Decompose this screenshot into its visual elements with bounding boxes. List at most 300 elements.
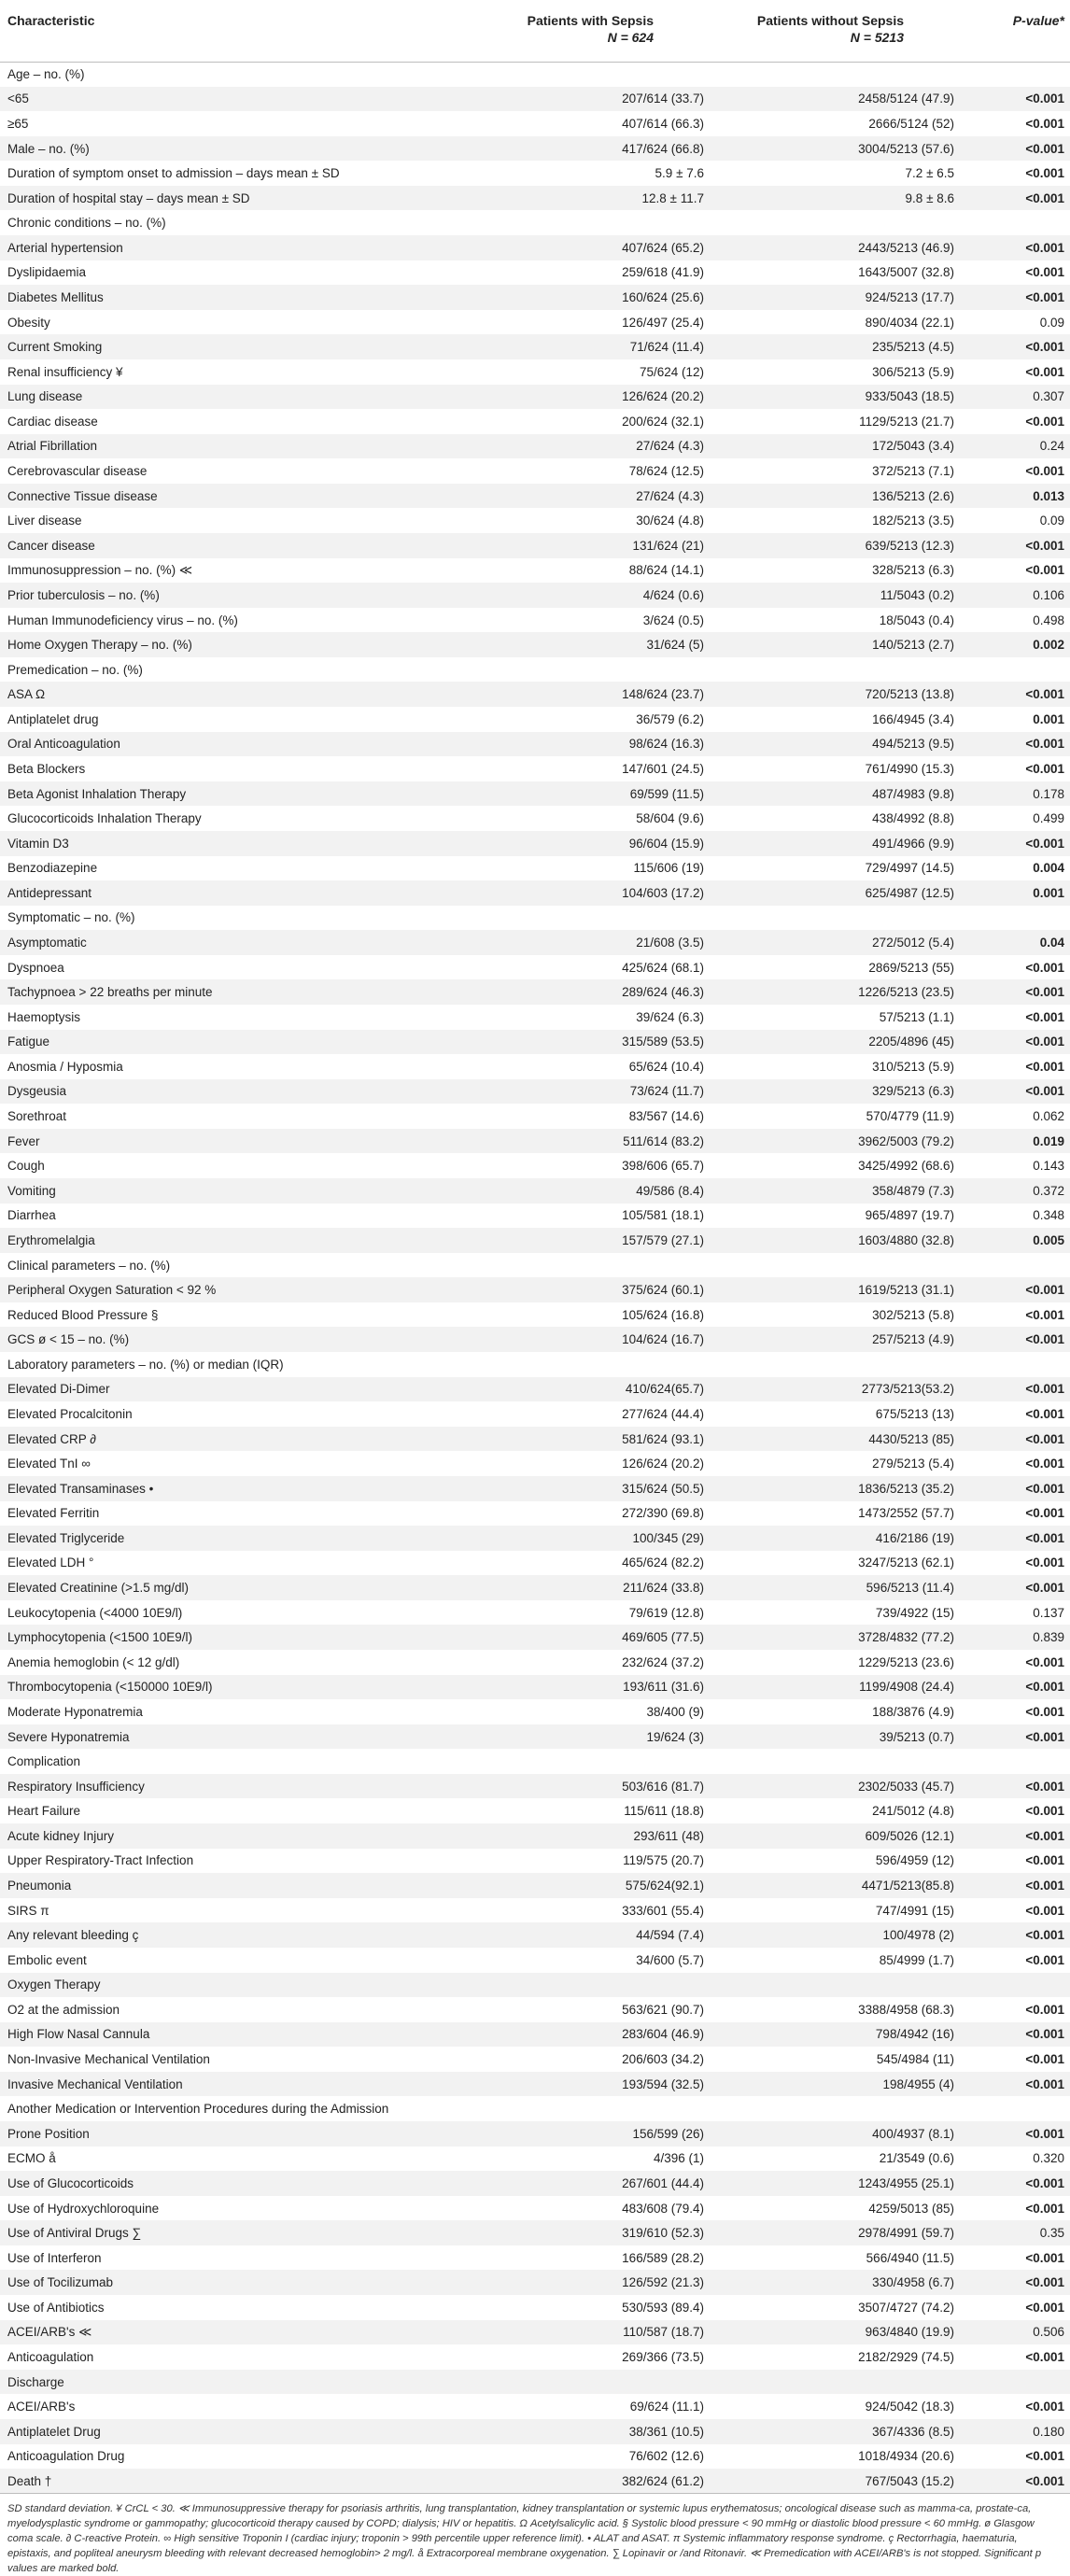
- row-nosepsis-value: 2978/4991 (59.7): [858, 2226, 954, 2241]
- row-pvalue: 0.019: [1033, 1133, 1064, 1148]
- table-row: [0, 533, 1070, 558]
- row-sepsis-value: 157/579 (27.1): [622, 1232, 704, 1247]
- row-sepsis-value: 581/624 (93.1): [622, 1431, 704, 1446]
- row-pvalue: 0.09: [1039, 315, 1064, 330]
- row-pvalue: <0.001: [1025, 2201, 1064, 2216]
- row-pvalue: <0.001: [1025, 116, 1064, 131]
- row-characteristic: Pneumonia: [7, 1878, 72, 1893]
- row-nosepsis-value: 306/5213 (5.9): [872, 364, 954, 379]
- row-nosepsis-value: 890/4034 (22.1): [865, 315, 954, 330]
- row-pvalue: <0.001: [1025, 2449, 1064, 2464]
- row-nosepsis-value: 1243/4955 (25.1): [858, 2175, 954, 2190]
- row-pvalue: <0.001: [1025, 1654, 1064, 1669]
- row-sepsis-value: 65/624 (10.4): [628, 1059, 704, 1074]
- row-characteristic: Use of Tocilizumab: [7, 2275, 114, 2290]
- row-sepsis-value: 211/624 (33.8): [623, 1581, 704, 1596]
- table-row: [0, 2370, 1070, 2395]
- row-pvalue: 0.839: [1033, 1630, 1064, 1645]
- row-nosepsis-value: [710, 1749, 960, 1774]
- row-nosepsis-value: 166/4945 (3.4): [872, 711, 954, 726]
- row-nosepsis-value: 3728/4832 (77.2): [858, 1630, 954, 1645]
- row-characteristic: Age – no. (%): [7, 67, 85, 82]
- row-nosepsis-value: 328/5213 (6.3): [872, 563, 954, 578]
- row-characteristic: Antidepressant: [7, 885, 92, 900]
- table-row: [0, 260, 1070, 286]
- row-characteristic: O2 at the admission: [7, 2002, 120, 2017]
- table-row: [0, 756, 1070, 781]
- row-pvalue: <0.001: [1025, 737, 1064, 752]
- row-nosepsis-value: 279/5213 (5.4): [872, 1457, 954, 1471]
- row-characteristic: Asymptomatic: [7, 936, 87, 950]
- table-row: [0, 310, 1070, 335]
- row-characteristic: Thrombocytopenia (<150000 10E9/l): [7, 1680, 213, 1695]
- row-characteristic: Elevated Ferritin: [7, 1506, 100, 1521]
- row-nosepsis-value: 21/3549 (0.6): [879, 2151, 954, 2166]
- row-sepsis-value: 115/606 (19): [633, 861, 704, 876]
- row-nosepsis-value: 747/4991 (15): [875, 1903, 954, 1918]
- row-pvalue: <0.001: [1025, 538, 1064, 553]
- header-nosepsis-n: N = 5213: [850, 30, 904, 45]
- row-sepsis-value: 319/610 (52.3): [622, 2226, 704, 2241]
- row-nosepsis-value: [710, 62, 960, 87]
- row-sepsis-value: 49/586 (8.4): [636, 1183, 704, 1198]
- row-pvalue: <0.001: [1025, 364, 1064, 379]
- row-pvalue: <0.001: [1025, 563, 1064, 578]
- row-sepsis-value: 469/605 (77.5): [622, 1630, 704, 1645]
- row-sepsis-value: 19/624 (3): [646, 1729, 704, 1744]
- row-characteristic: Renal insufficiency ¥: [7, 364, 123, 379]
- row-nosepsis-value: [710, 906, 960, 931]
- row-sepsis-value: 105/581 (18.1): [622, 1208, 704, 1223]
- table-row: [0, 458, 1070, 484]
- row-characteristic: Moderate Hyponatremia: [7, 1704, 143, 1719]
- table-row: [0, 1699, 1070, 1724]
- row-sepsis-value: 27/624 (4.3): [636, 439, 704, 454]
- row-characteristic: Antiplatelet Drug: [7, 2424, 101, 2439]
- row-nosepsis-value: 566/4940 (11.5): [866, 2250, 954, 2265]
- row-pvalue: <0.001: [1025, 2027, 1064, 2042]
- table-row: [0, 906, 1070, 931]
- table-row: [0, 111, 1070, 136]
- row-sepsis-value: 27/624 (4.3): [636, 488, 704, 503]
- table-row: [0, 1922, 1070, 1948]
- table-row: [0, 2171, 1070, 2196]
- row-characteristic: Severe Hyponatremia: [7, 1729, 130, 1744]
- table-row: [0, 880, 1070, 906]
- row-sepsis-value: 119/575 (20.7): [623, 1853, 704, 1868]
- table-row: [0, 930, 1070, 955]
- row-characteristic: Cardiac disease: [7, 414, 98, 429]
- table-row: [0, 1749, 1070, 1774]
- row-sepsis-value: 232/624 (37.2): [622, 1654, 704, 1669]
- table-row: [0, 1352, 1070, 1377]
- row-nosepsis-value: 2302/5033 (45.7): [858, 1779, 954, 1794]
- row-pvalue: [960, 1749, 1070, 1774]
- row-pvalue: 0.506: [1033, 2325, 1064, 2340]
- row-pvalue: <0.001: [1025, 1555, 1064, 1570]
- row-characteristic: Anemia hemoglobin (< 12 g/dl): [7, 1654, 180, 1669]
- row-pvalue: <0.001: [1025, 2349, 1064, 2364]
- row-pvalue: 0.499: [1033, 811, 1064, 826]
- row-characteristic: Connective Tissue disease: [7, 488, 158, 503]
- row-sepsis-value: 575/624(92.1): [625, 1878, 704, 1893]
- table-row: [0, 1600, 1070, 1626]
- header-characteristic: Characteristic: [0, 0, 459, 62]
- row-characteristic: Clinical parameters – no. (%): [7, 1258, 171, 1273]
- table-row: [0, 1898, 1070, 1923]
- row-nosepsis-value: 372/5213 (7.1): [872, 464, 954, 479]
- row-nosepsis-value: 2773/5213(53.2): [861, 1382, 954, 1397]
- row-characteristic: Use of Interferon: [7, 2250, 102, 2265]
- row-pvalue: <0.001: [1025, 1729, 1064, 1744]
- row-characteristic: Elevated Transaminases •: [7, 1481, 154, 1496]
- row-sepsis-value: 38/400 (9): [646, 1704, 704, 1719]
- row-pvalue: 0.002: [1033, 638, 1064, 653]
- row-pvalue: 0.001: [1033, 711, 1064, 726]
- table-row: [0, 1501, 1070, 1527]
- row-characteristic: Anticoagulation Drug: [7, 2449, 125, 2464]
- row-pvalue: <0.001: [1025, 2400, 1064, 2414]
- table-row: [0, 1129, 1070, 1154]
- row-pvalue: <0.001: [1025, 2126, 1064, 2141]
- row-pvalue: 0.143: [1033, 1159, 1064, 1174]
- table-row: [0, 334, 1070, 359]
- row-characteristic: Heart Failure: [7, 1804, 81, 1819]
- row-sepsis-value: 315/624 (50.5): [622, 1481, 704, 1496]
- row-sepsis-value: 126/624 (20.2): [622, 389, 704, 404]
- row-nosepsis-value: 85/4999 (1.7): [879, 1952, 954, 1967]
- row-nosepsis-value: 438/4992 (8.8): [872, 811, 954, 826]
- row-nosepsis-value: 18/5043 (0.4): [879, 612, 954, 627]
- row-characteristic: Peripheral Oxygen Saturation < 92 %: [7, 1283, 217, 1298]
- row-nosepsis-value: 675/5213 (13): [875, 1407, 954, 1421]
- row-pvalue: <0.001: [1025, 141, 1064, 156]
- row-nosepsis-value: 494/5213 (9.5): [872, 737, 954, 752]
- row-sepsis-value: 193/611 (31.6): [623, 1680, 704, 1695]
- row-pvalue: [960, 2096, 1070, 2121]
- row-nosepsis-value: 4471/5213(85.8): [861, 1878, 954, 1893]
- row-sepsis-value: [459, 1973, 710, 1998]
- row-characteristic: Diabetes Mellitus: [7, 289, 104, 304]
- row-nosepsis-value: 924/5213 (17.7): [865, 289, 954, 304]
- row-characteristic: ASA Ω: [7, 687, 46, 702]
- row-sepsis-value: 44/594 (7.4): [636, 1928, 704, 1943]
- table-row: [0, 2419, 1070, 2444]
- row-nosepsis-value: 7.2 ± 6.5: [905, 166, 954, 181]
- row-nosepsis-value: 1643/5007 (32.8): [858, 265, 954, 280]
- row-sepsis-value: 417/624 (66.8): [622, 141, 704, 156]
- row-nosepsis-value: 272/5012 (5.4): [872, 936, 954, 950]
- table-row: [0, 781, 1070, 807]
- table-row: [0, 186, 1070, 211]
- table-row: [0, 2295, 1070, 2320]
- row-nosepsis-value: [710, 2096, 960, 2121]
- row-nosepsis-value: 487/4983 (9.8): [872, 786, 954, 801]
- table-row: [0, 1302, 1070, 1328]
- row-characteristic: Beta Blockers: [7, 761, 86, 776]
- row-characteristic: Laboratory parameters – no. (%) or median (IQR): [7, 1357, 284, 1372]
- row-nosepsis-value: 1836/5213 (35.2): [858, 1481, 954, 1496]
- table-row: [0, 1849, 1070, 1874]
- row-pvalue: <0.001: [1025, 2175, 1064, 2190]
- row-nosepsis-value: 2869/5213 (55): [868, 960, 954, 975]
- row-sepsis-value: 503/616 (81.7): [622, 1779, 704, 1794]
- row-characteristic: Fatigue: [7, 1035, 50, 1049]
- row-characteristic: Oxygen Therapy: [7, 1978, 101, 1992]
- row-sepsis-value: 38/361 (10.5): [628, 2424, 704, 2439]
- row-nosepsis-value: 1018/4934 (20.6): [858, 2449, 954, 2464]
- row-nosepsis-value: 257/5213 (4.9): [872, 1332, 954, 1347]
- row-nosepsis-value: 9.8 ± 8.6: [905, 190, 954, 205]
- row-nosepsis-value: 767/5043 (15.2): [710, 2469, 960, 2494]
- table-row: [0, 1178, 1070, 1204]
- row-nosepsis-value: 57/5213 (1.1): [879, 1009, 954, 1024]
- row-characteristic: Symptomatic – no. (%): [7, 910, 135, 925]
- table-row: [0, 707, 1070, 732]
- table-row: [0, 1526, 1070, 1551]
- row-sepsis-value: 511/614 (83.2): [623, 1133, 704, 1148]
- row-pvalue: <0.001: [1025, 1828, 1064, 1843]
- row-pvalue: 0.137: [1033, 1605, 1064, 1620]
- row-sepsis-value: 156/599 (26): [632, 2126, 704, 2141]
- row-characteristic: GCS ø < 15 – no. (%): [7, 1332, 130, 1347]
- row-sepsis-value: 126/497 (25.4): [622, 315, 704, 330]
- header-pvalue: P-value*: [960, 0, 1070, 62]
- row-sepsis-value: 126/624 (20.2): [622, 1457, 704, 1471]
- row-characteristic: Duration of hospital stay – days mean ± SD: [7, 190, 250, 205]
- table-row: [0, 2220, 1070, 2245]
- header-nosepsis-label: Patients without Sepsis: [756, 13, 904, 28]
- row-pvalue: <0.001: [1025, 1704, 1064, 1719]
- row-nosepsis-value: 11/5043 (0.2): [880, 587, 954, 602]
- row-pvalue: [960, 657, 1070, 683]
- row-characteristic: Elevated LDH °: [7, 1555, 94, 1570]
- row-sepsis-value: 100/345 (29): [632, 1530, 704, 1545]
- header-sepsis-label: Patients with Sepsis: [527, 13, 654, 28]
- row-characteristic: High Flow Nasal Cannula: [7, 2027, 150, 2042]
- row-characteristic: Dysgeusia: [7, 1084, 67, 1099]
- row-nosepsis-value: 1603/4880 (32.8): [858, 1232, 954, 1247]
- row-characteristic: ≥65: [7, 116, 29, 131]
- row-pvalue: 0.001: [1033, 885, 1064, 900]
- table-row: [0, 955, 1070, 980]
- row-sepsis-value: 110/587 (18.7): [623, 2325, 704, 2340]
- row-pvalue: <0.001: [1025, 91, 1064, 106]
- row-sepsis-value: 126/592 (21.3): [622, 2275, 704, 2290]
- row-sepsis-value: 104/624 (16.7): [622, 1332, 704, 1347]
- row-sepsis-value: 289/624 (46.3): [622, 985, 704, 1000]
- row-sepsis-value: 407/614 (66.3): [622, 116, 704, 131]
- row-sepsis-value: 34/600 (5.7): [636, 1952, 704, 1967]
- row-nosepsis-value: [710, 657, 960, 683]
- row-pvalue: <0.001: [1025, 2275, 1064, 2290]
- row-characteristic: Elevated Di-Dimer: [7, 1382, 110, 1397]
- row-characteristic: Cough: [7, 1159, 45, 1174]
- table-row: [0, 2320, 1070, 2345]
- row-nosepsis-value: 924/5042 (18.3): [865, 2400, 954, 2414]
- table-row: [0, 856, 1070, 881]
- row-nosepsis-value: 933/5043 (18.5): [865, 389, 954, 404]
- row-pvalue: <0.001: [1025, 1506, 1064, 1521]
- row-pvalue: <0.001: [1025, 1779, 1064, 1794]
- row-characteristic: Acute kidney Injury: [7, 1828, 115, 1843]
- row-pvalue: <0.001: [1025, 240, 1064, 255]
- header-sepsis-n: N = 624: [607, 30, 654, 45]
- row-sepsis-value: 465/624 (82.2): [622, 1555, 704, 1570]
- row-sepsis-value: 79/619 (12.8): [628, 1605, 704, 1620]
- table-row: [0, 1997, 1070, 2022]
- row-pvalue: <0.001: [1025, 1407, 1064, 1421]
- row-characteristic: Elevated Triglyceride: [7, 1530, 125, 1545]
- table-row: [0, 484, 1070, 509]
- row-characteristic: Beta Agonist Inhalation Therapy: [7, 786, 187, 801]
- table-row: [0, 682, 1070, 707]
- row-sepsis-value: 206/603 (34.2): [622, 2052, 704, 2067]
- row-pvalue: [960, 1352, 1070, 1377]
- row-characteristic: Chronic conditions – no. (%): [7, 216, 166, 231]
- row-pvalue: <0.001: [1025, 985, 1064, 1000]
- table-row: [0, 1427, 1070, 1452]
- table-row: [0, 1675, 1070, 1700]
- row-sepsis-value: 200/624 (32.1): [622, 414, 704, 429]
- row-sepsis-value: 131/624 (21): [632, 538, 704, 553]
- row-characteristic: Non-Invasive Mechanical Ventilation: [7, 2052, 210, 2067]
- row-pvalue: <0.001: [1025, 1680, 1064, 1695]
- row-characteristic: Premedication – no. (%): [7, 662, 143, 677]
- row-nosepsis-value: 4259/5013 (85): [868, 2201, 954, 2216]
- row-sepsis-value: 98/624 (16.3): [628, 737, 704, 752]
- row-nosepsis-value: 720/5213 (13.8): [865, 687, 954, 702]
- row-sepsis-value: 3/624 (0.5): [642, 612, 704, 627]
- row-characteristic: Tachypnoea > 22 breaths per minute: [7, 985, 213, 1000]
- table-row: [0, 1054, 1070, 1079]
- table-row: [0, 62, 1070, 87]
- row-characteristic: Human Immunodeficiency virus – no. (%): [7, 612, 238, 627]
- row-nosepsis-value: 739/4922 (15): [875, 1605, 954, 1620]
- row-pvalue: 0.180: [1033, 2424, 1064, 2439]
- table-row: [0, 2270, 1070, 2295]
- row-nosepsis-value: 198/4955 (4): [882, 2076, 954, 2091]
- row-characteristic: Discharge: [7, 2374, 64, 2389]
- row-sepsis-value: 12.8 ± 11.7: [641, 190, 704, 205]
- row-nosepsis-value: 1473/2552 (57.7): [858, 1506, 954, 1521]
- table-row: [0, 508, 1070, 533]
- row-characteristic: Vitamin D3: [7, 836, 69, 851]
- row-characteristic: Prone Position: [7, 2126, 90, 2141]
- row-characteristic: Dyslipidaemia: [7, 265, 87, 280]
- table-row: [0, 732, 1070, 757]
- row-sepsis-value: 375/624 (60.1): [622, 1283, 704, 1298]
- row-nosepsis-value: 1229/5213 (23.6): [858, 1654, 954, 1669]
- row-pvalue: <0.001: [1025, 1457, 1064, 1471]
- row-nosepsis-value: 358/4879 (7.3): [872, 1183, 954, 1198]
- header-row: [0, 0, 1070, 62]
- row-characteristic: Vomiting: [7, 1183, 56, 1198]
- row-nosepsis-value: 182/5213 (3.5): [872, 514, 954, 528]
- table-row: [0, 2121, 1070, 2147]
- row-nosepsis-value: 39/5213 (0.7): [879, 1729, 954, 1744]
- row-characteristic: <65: [7, 91, 29, 106]
- row-sepsis-value: 58/604 (9.6): [636, 811, 704, 826]
- row-characteristic: Diarrhea: [7, 1208, 56, 1223]
- row-pvalue: <0.001: [1025, 2052, 1064, 2067]
- row-sepsis-value: [459, 2370, 710, 2395]
- row-nosepsis-value: [710, 1973, 960, 1998]
- row-nosepsis-value: 3247/5213 (62.1): [858, 1555, 954, 1570]
- row-pvalue: <0.001: [1025, 340, 1064, 355]
- row-characteristic: Cancer disease: [7, 538, 95, 553]
- row-pvalue: 0.09: [1039, 514, 1064, 528]
- row-nosepsis-value: [710, 2370, 960, 2395]
- row-pvalue: <0.001: [1025, 190, 1064, 205]
- table-row: [0, 657, 1070, 683]
- table-row: [0, 2444, 1070, 2470]
- row-pvalue: <0.001: [1025, 1481, 1064, 1496]
- row-pvalue: <0.001: [1025, 1853, 1064, 1868]
- row-pvalue: <0.001: [1025, 166, 1064, 181]
- row-pvalue: 0.004: [1033, 861, 1064, 876]
- row-sepsis-value: 115/611 (18.8): [624, 1804, 704, 1819]
- row-sepsis-value: 4/624 (0.6): [642, 587, 704, 602]
- row-sepsis-value: 88/624 (14.1): [628, 563, 704, 578]
- row-pvalue: <0.001: [1025, 1431, 1064, 1446]
- table-row: [0, 1575, 1070, 1600]
- table-row: [0, 385, 1070, 410]
- row-sepsis-value: 78/624 (12.5): [628, 464, 704, 479]
- row-characteristic: Male – no. (%): [7, 141, 90, 156]
- row-sepsis-value: [459, 2096, 710, 2121]
- row-sepsis-value: [459, 906, 710, 931]
- row-nosepsis-value: 570/4779 (11.9): [866, 1109, 954, 1124]
- table-row: [0, 1030, 1070, 1055]
- row-nosepsis-value: 596/4959 (12): [875, 1853, 954, 1868]
- row-sepsis-value: 407/624 (65.2): [622, 240, 704, 255]
- row-nosepsis-value: 1199/4908 (24.4): [859, 1680, 954, 1695]
- row-pvalue: <0.001: [1025, 414, 1064, 429]
- table-row: [0, 161, 1070, 186]
- row-sepsis-value: 193/594 (32.5): [622, 2076, 704, 2091]
- row-pvalue: 0.013: [1033, 488, 1064, 503]
- row-nosepsis-value: 596/5213 (11.4): [866, 1581, 954, 1596]
- row-nosepsis-value: 639/5213 (12.3): [865, 538, 954, 553]
- table-row: [0, 409, 1070, 434]
- row-sepsis-value: 259/618 (41.9): [622, 265, 704, 280]
- row-pvalue: <0.001: [1025, 1035, 1064, 1049]
- row-pvalue: 0.178: [1033, 786, 1064, 801]
- table-row: [0, 2047, 1070, 2072]
- row-sepsis-value: 73/624 (11.7): [629, 1084, 704, 1099]
- table-row: [0, 1377, 1070, 1402]
- row-characteristic: Use of Antiviral Drugs ∑: [7, 2226, 142, 2241]
- row-nosepsis-value: 140/5213 (2.7): [872, 638, 954, 653]
- row-characteristic: Erythromelalgia: [7, 1232, 95, 1247]
- row-sepsis-value: 563/621 (90.7): [622, 2002, 704, 2017]
- row-characteristic: ECMO å: [7, 2151, 56, 2166]
- table-row: [0, 1204, 1070, 1229]
- row-sepsis-value: 269/366 (73.5): [622, 2349, 704, 2364]
- row-nosepsis-value: 3962/5003 (79.2): [858, 1133, 954, 1148]
- row-pvalue: <0.001: [1025, 1928, 1064, 1943]
- row-nosepsis-value: 3425/4992 (68.6): [858, 1159, 954, 1174]
- row-pvalue: <0.001: [1025, 2300, 1064, 2315]
- table-row: [0, 2196, 1070, 2221]
- row-characteristic: Death †: [0, 2469, 459, 2494]
- row-nosepsis-value: 491/4966 (9.9): [872, 836, 954, 851]
- row-characteristic: Use of Hydroxychloroquine: [7, 2201, 160, 2216]
- table-row: [0, 434, 1070, 459]
- table-row: [0, 1277, 1070, 1302]
- row-pvalue: <0.001: [1025, 1382, 1064, 1397]
